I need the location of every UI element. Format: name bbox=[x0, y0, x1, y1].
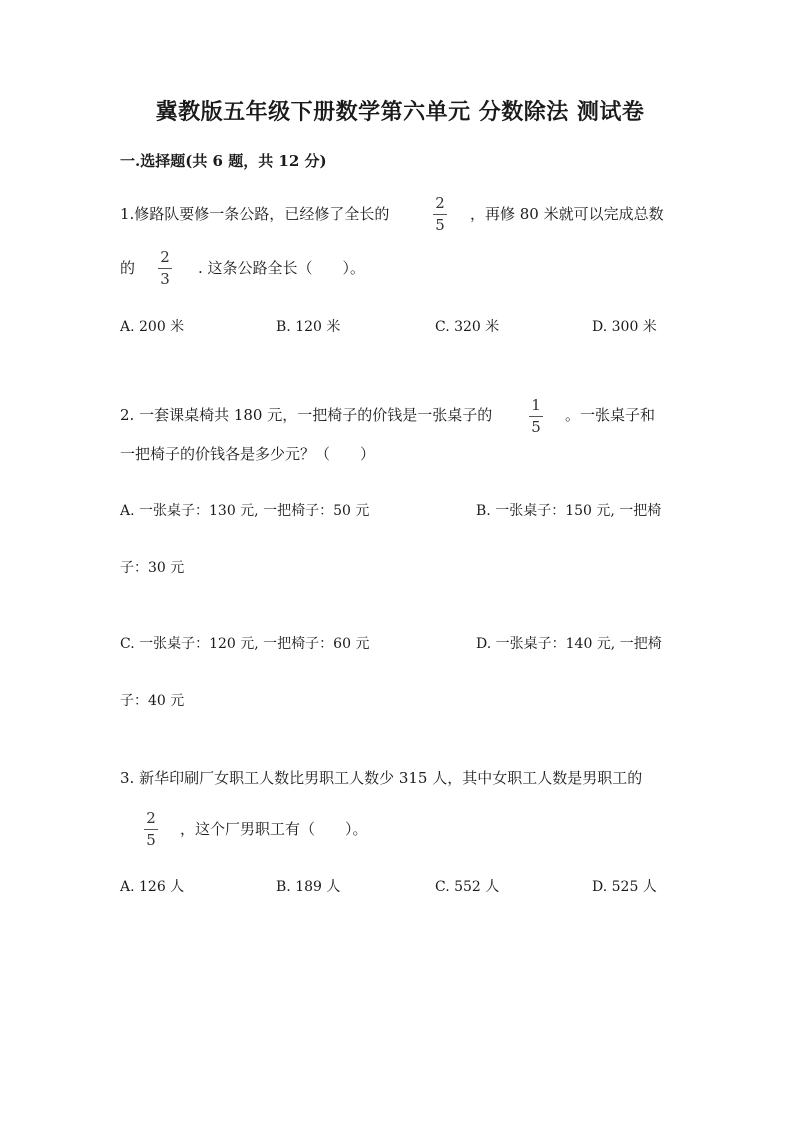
q2-option-b-continued: 子：30 元 bbox=[120, 560, 185, 576]
q1-text-line2-b: . 这条公路全长（ ）。 bbox=[198, 259, 366, 277]
fraction-numerator: 2 bbox=[160, 248, 170, 266]
q1-option-a[interactable]: A. 200 米 bbox=[120, 319, 185, 335]
q2-option-b[interactable]: B. 一张桌子：150 元, 一把椅 bbox=[476, 503, 662, 519]
q3-option-d[interactable]: D. 525 人 bbox=[592, 879, 657, 895]
fraction-numerator: 2 bbox=[146, 809, 156, 827]
q1-option-d[interactable]: D. 300 米 bbox=[592, 319, 657, 335]
q1-fraction-2-5 bbox=[433, 196, 447, 233]
q1-fraction-2-3 bbox=[158, 250, 172, 287]
q1-option-c[interactable]: C. 320 米 bbox=[435, 319, 500, 335]
fraction-denominator: 5 bbox=[531, 418, 541, 436]
q2-text-line1-b: 。一张桌子和 bbox=[565, 406, 656, 424]
q1-text-line1-b: ，再修 80 米就可以完成总数 bbox=[470, 205, 664, 223]
q2-option-c[interactable]: C. 一张桌子：120 元, 一把椅子：60 元 bbox=[120, 636, 370, 652]
page-title: 冀教版五年级下册数学第六单元 分数除法 测试卷 bbox=[155, 99, 645, 125]
q3-text-line1: 3. 新华印刷厂女职工人数比男职工人数少 315 人，其中女职工人数是男职工的 bbox=[120, 769, 643, 787]
q3-option-a[interactable]: A. 126 人 bbox=[120, 879, 185, 895]
q3-option-b[interactable]: B. 189 人 bbox=[276, 879, 341, 895]
q1-text-line2-a: 的 bbox=[120, 259, 136, 277]
q1-text-line1-a: 1.修路队要修一条公路，已经修了全长的 bbox=[120, 205, 390, 223]
section-heading: 一.选择题(共 6 题，共 12 分) bbox=[120, 152, 327, 170]
q2-fraction-1-5 bbox=[529, 398, 543, 435]
fraction-denominator: 5 bbox=[435, 216, 445, 234]
fraction-denominator: 3 bbox=[160, 270, 170, 288]
q2-option-d-continued: 子：40 元 bbox=[120, 693, 185, 709]
q2-option-a[interactable]: A. 一张桌子：130 元, 一把椅子：50 元 bbox=[120, 503, 370, 519]
q3-fraction-2-5 bbox=[144, 811, 158, 848]
q3-option-c[interactable]: C. 552 人 bbox=[435, 879, 500, 895]
fraction-numerator: 2 bbox=[435, 194, 445, 212]
q1-option-b[interactable]: B. 120 米 bbox=[276, 319, 341, 335]
q2-option-d[interactable]: D. 一张桌子：140 元, 一把椅 bbox=[476, 636, 662, 652]
q3-text-line2: ，这个厂男职工有（ ）。 bbox=[180, 820, 368, 838]
fraction-numerator: 1 bbox=[531, 396, 541, 414]
q2-text-line1-a: 2. 一套课桌椅共 180 元，一把椅子的价钱是一张桌子的 bbox=[120, 406, 493, 424]
fraction-denominator: 5 bbox=[146, 831, 156, 849]
q2-text-line2: 一把椅子的价钱各是多少元？（ ） bbox=[120, 445, 376, 463]
